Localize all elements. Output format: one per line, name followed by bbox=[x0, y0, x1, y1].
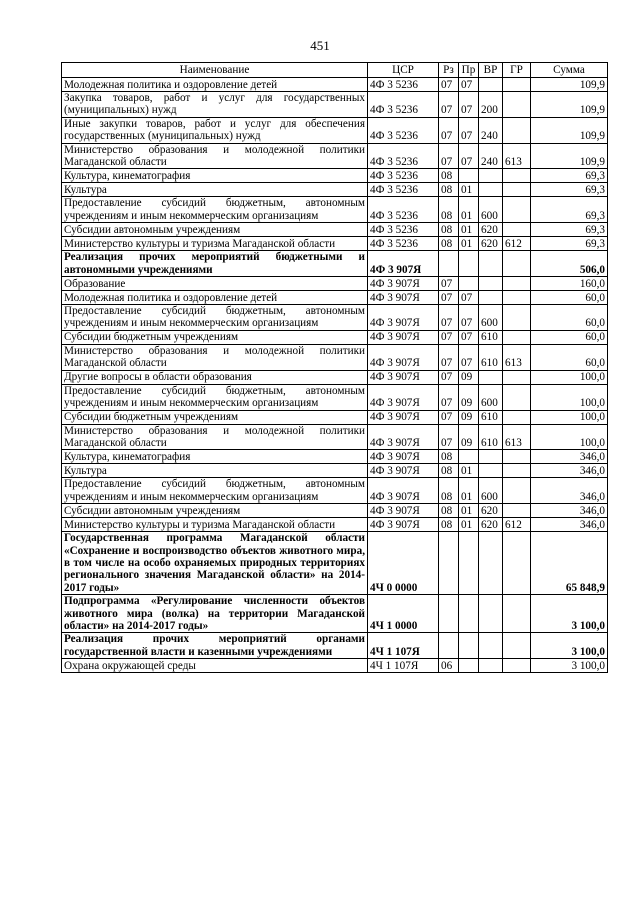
cell-sum: 346,0 bbox=[531, 464, 608, 478]
cell-sum: 69,3 bbox=[531, 169, 608, 183]
table-row bbox=[62, 305, 608, 331]
cell-csr: 4Ф 3 907Я bbox=[368, 450, 439, 464]
cell-pr: 01 bbox=[459, 223, 479, 237]
cell-name: Предоставление субсидий бюджетным, автономным учреждениям и иным некоммерческим организациям bbox=[62, 197, 368, 223]
table-row bbox=[62, 92, 608, 118]
cell-pr: 01 bbox=[459, 478, 479, 504]
header-csr: ЦСР bbox=[368, 63, 439, 78]
cell-pr: 07 bbox=[459, 143, 479, 169]
cell-csr: 4Ф 3 907Я bbox=[368, 330, 439, 344]
cell-rz: 07 bbox=[439, 117, 459, 143]
cell-sum: 69,3 bbox=[531, 237, 608, 251]
cell-rz: 07 bbox=[439, 424, 459, 450]
cell-name: Предоставление субсидий бюджетным, автономным учреждениям и иным некоммерческим организациям bbox=[62, 478, 368, 504]
cell-vr bbox=[479, 78, 503, 92]
table-row bbox=[62, 330, 608, 344]
table-row bbox=[62, 277, 608, 291]
cell-pr: 07 bbox=[459, 291, 479, 305]
cell-name: Министерство культуры и туризма Магаданской области bbox=[62, 518, 368, 532]
cell-gr bbox=[503, 183, 531, 197]
cell-sum: 3 100,0 bbox=[531, 659, 608, 673]
cell-pr: 01 bbox=[459, 237, 479, 251]
header-name: Наименование bbox=[62, 63, 368, 78]
cell-csr: 4Ф 3 5236 bbox=[368, 143, 439, 169]
cell-csr: 4Ф 3 907Я bbox=[368, 464, 439, 478]
cell-csr: 4Ч 0 0000 bbox=[368, 532, 439, 595]
cell-vr: 600 bbox=[479, 305, 503, 331]
cell-gr bbox=[503, 223, 531, 237]
cell-rz: 07 bbox=[439, 143, 459, 169]
table-row bbox=[62, 410, 608, 424]
table-row bbox=[62, 450, 608, 464]
cell-csr: 4Ф 3 907Я bbox=[368, 344, 439, 370]
cell-gr bbox=[503, 595, 531, 633]
cell-rz: 06 bbox=[439, 659, 459, 673]
cell-sum: 60,0 bbox=[531, 305, 608, 331]
cell-rz bbox=[439, 532, 459, 595]
cell-pr bbox=[459, 251, 479, 277]
table-header-row bbox=[62, 63, 608, 78]
table-body bbox=[62, 78, 608, 673]
cell-gr bbox=[503, 330, 531, 344]
cell-gr bbox=[503, 169, 531, 183]
cell-sum: 346,0 bbox=[531, 450, 608, 464]
cell-rz: 07 bbox=[439, 291, 459, 305]
cell-rz: 07 bbox=[439, 78, 459, 92]
cell-sum: 346,0 bbox=[531, 518, 608, 532]
cell-name: Реализация прочих мероприятий органами государственной власти и казенными учреждениями bbox=[62, 633, 368, 659]
cell-pr bbox=[459, 277, 479, 291]
cell-name: Культура bbox=[62, 464, 368, 478]
cell-name: Субсидии автономным учреждениям bbox=[62, 223, 368, 237]
cell-pr: 07 bbox=[459, 78, 479, 92]
cell-vr: 620 bbox=[479, 223, 503, 237]
cell-gr bbox=[503, 92, 531, 118]
cell-gr bbox=[503, 370, 531, 384]
cell-vr bbox=[479, 450, 503, 464]
cell-rz: 08 bbox=[439, 478, 459, 504]
cell-name: Министерство образования и молодежной политики Магаданской области bbox=[62, 424, 368, 450]
cell-vr bbox=[479, 659, 503, 673]
cell-gr bbox=[503, 478, 531, 504]
cell-sum: 60,0 bbox=[531, 330, 608, 344]
cell-vr: 600 bbox=[479, 384, 503, 410]
cell-name: Предоставление субсидий бюджетным, автономным учреждениям и иным некоммерческим организациям bbox=[62, 305, 368, 331]
cell-sum: 100,0 bbox=[531, 384, 608, 410]
cell-vr bbox=[479, 370, 503, 384]
cell-csr: 4Ф 3 907Я bbox=[368, 410, 439, 424]
table-row bbox=[62, 633, 608, 659]
cell-pr: 01 bbox=[459, 464, 479, 478]
cell-csr: 4Ф 3 5236 bbox=[368, 78, 439, 92]
table-row bbox=[62, 169, 608, 183]
cell-csr: 4Ф 3 907Я bbox=[368, 384, 439, 410]
table-row bbox=[62, 117, 608, 143]
cell-sum: 69,3 bbox=[531, 183, 608, 197]
cell-name: Образование bbox=[62, 277, 368, 291]
cell-sum: 346,0 bbox=[531, 478, 608, 504]
cell-sum: 60,0 bbox=[531, 344, 608, 370]
cell-rz: 07 bbox=[439, 370, 459, 384]
cell-pr: 01 bbox=[459, 197, 479, 223]
cell-pr: 07 bbox=[459, 305, 479, 331]
cell-vr: 610 bbox=[479, 424, 503, 450]
cell-pr: 09 bbox=[459, 410, 479, 424]
cell-vr bbox=[479, 633, 503, 659]
cell-rz: 08 bbox=[439, 464, 459, 478]
cell-rz: 08 bbox=[439, 183, 459, 197]
cell-pr: 09 bbox=[459, 384, 479, 410]
cell-name: Субсидии бюджетным учреждениям bbox=[62, 330, 368, 344]
cell-pr: 07 bbox=[459, 117, 479, 143]
cell-vr: 620 bbox=[479, 518, 503, 532]
cell-name: Иные закупки товаров, работ и услуг для обеспечения государственных (муниципальных) нужд bbox=[62, 117, 368, 143]
cell-gr bbox=[503, 659, 531, 673]
header-pr: Пр bbox=[459, 63, 479, 78]
cell-csr: 4Ф 3 5236 bbox=[368, 237, 439, 251]
cell-gr: 612 bbox=[503, 518, 531, 532]
cell-csr: 4Ч 1 107Я bbox=[368, 659, 439, 673]
cell-gr: 612 bbox=[503, 237, 531, 251]
header-vr: ВР bbox=[479, 63, 503, 78]
table-row bbox=[62, 251, 608, 277]
cell-pr: 01 bbox=[459, 504, 479, 518]
cell-csr: 4Ф 3 5236 bbox=[368, 92, 439, 118]
cell-gr: 613 bbox=[503, 424, 531, 450]
cell-rz bbox=[439, 595, 459, 633]
cell-sum: 100,0 bbox=[531, 370, 608, 384]
cell-pr bbox=[459, 633, 479, 659]
table-row bbox=[62, 478, 608, 504]
cell-vr: 610 bbox=[479, 330, 503, 344]
cell-pr bbox=[459, 450, 479, 464]
cell-csr: 4Ч 1 107Я bbox=[368, 633, 439, 659]
header-sum: Сумма bbox=[531, 63, 608, 78]
table-row bbox=[62, 532, 608, 595]
cell-name: Министерство культуры и туризма Магаданской области bbox=[62, 237, 368, 251]
cell-csr: 4Ф 3 907Я bbox=[368, 305, 439, 331]
cell-name: Культура bbox=[62, 183, 368, 197]
cell-sum: 109,9 bbox=[531, 78, 608, 92]
cell-name: Реализация прочих мероприятий бюджетными и автономными учреждениями bbox=[62, 251, 368, 277]
cell-csr: 4Ф 3 907Я bbox=[368, 478, 439, 504]
cell-sum: 346,0 bbox=[531, 504, 608, 518]
cell-vr: 620 bbox=[479, 237, 503, 251]
cell-gr bbox=[503, 410, 531, 424]
cell-csr: 4Ф 3 907Я bbox=[368, 277, 439, 291]
table-row bbox=[62, 384, 608, 410]
cell-name: Молодежная политика и оздоровление детей bbox=[62, 291, 368, 305]
cell-name: Министерство образования и молодежной политики Магаданской области bbox=[62, 143, 368, 169]
cell-pr: 09 bbox=[459, 424, 479, 450]
cell-name: Подпрограмма «Регулирование численности объектов животного мира (волка) на территории Магаданской области» на 2014-2017 годы» bbox=[62, 595, 368, 633]
cell-sum: 109,9 bbox=[531, 117, 608, 143]
cell-pr: 09 bbox=[459, 370, 479, 384]
cell-vr: 240 bbox=[479, 117, 503, 143]
cell-name: Культура, кинематография bbox=[62, 450, 368, 464]
cell-vr bbox=[479, 291, 503, 305]
cell-rz bbox=[439, 251, 459, 277]
cell-csr: 4Ф 3 5236 bbox=[368, 223, 439, 237]
cell-sum: 100,0 bbox=[531, 424, 608, 450]
cell-name: Субсидии бюджетным учреждениям bbox=[62, 410, 368, 424]
cell-rz: 08 bbox=[439, 504, 459, 518]
cell-gr bbox=[503, 277, 531, 291]
cell-vr bbox=[479, 251, 503, 277]
cell-gr bbox=[503, 464, 531, 478]
cell-rz: 07 bbox=[439, 410, 459, 424]
cell-name: Молодежная политика и оздоровление детей bbox=[62, 78, 368, 92]
cell-vr bbox=[479, 277, 503, 291]
cell-pr bbox=[459, 659, 479, 673]
cell-gr bbox=[503, 384, 531, 410]
cell-csr: 4Ф 3 5236 bbox=[368, 169, 439, 183]
budget-table bbox=[61, 62, 608, 673]
cell-pr bbox=[459, 532, 479, 595]
cell-rz bbox=[439, 633, 459, 659]
cell-vr bbox=[479, 169, 503, 183]
cell-rz: 07 bbox=[439, 92, 459, 118]
table-row bbox=[62, 370, 608, 384]
table-row bbox=[62, 291, 608, 305]
cell-vr bbox=[479, 183, 503, 197]
table-row bbox=[62, 518, 608, 532]
cell-gr bbox=[503, 633, 531, 659]
cell-rz: 08 bbox=[439, 169, 459, 183]
cell-pr bbox=[459, 169, 479, 183]
cell-csr: 4Ч 1 0000 bbox=[368, 595, 439, 633]
table-row bbox=[62, 504, 608, 518]
cell-rz: 07 bbox=[439, 330, 459, 344]
cell-rz: 08 bbox=[439, 518, 459, 532]
cell-sum: 69,3 bbox=[531, 197, 608, 223]
cell-sum: 109,9 bbox=[531, 143, 608, 169]
cell-pr: 07 bbox=[459, 330, 479, 344]
cell-csr: 4Ф 3 907Я bbox=[368, 370, 439, 384]
cell-csr: 4Ф 3 5236 bbox=[368, 183, 439, 197]
cell-name: Субсидии автономным учреждениям bbox=[62, 504, 368, 518]
cell-name: Министерство образования и молодежной политики Магаданской области bbox=[62, 344, 368, 370]
cell-gr: 613 bbox=[503, 344, 531, 370]
cell-gr bbox=[503, 291, 531, 305]
cell-csr: 4Ф 3 907Я bbox=[368, 251, 439, 277]
cell-rz: 07 bbox=[439, 277, 459, 291]
cell-csr: 4Ф 3 5236 bbox=[368, 197, 439, 223]
table-row bbox=[62, 659, 608, 673]
cell-vr bbox=[479, 595, 503, 633]
cell-name: Охрана окружающей среды bbox=[62, 659, 368, 673]
table-row bbox=[62, 424, 608, 450]
cell-gr bbox=[503, 197, 531, 223]
table-row bbox=[62, 344, 608, 370]
cell-vr: 240 bbox=[479, 143, 503, 169]
cell-gr bbox=[503, 450, 531, 464]
cell-vr: 620 bbox=[479, 504, 503, 518]
header-gr: ГР bbox=[503, 63, 531, 78]
cell-vr: 600 bbox=[479, 478, 503, 504]
cell-name: Другие вопросы в области образования bbox=[62, 370, 368, 384]
cell-csr: 4Ф 3 5236 bbox=[368, 117, 439, 143]
cell-pr: 01 bbox=[459, 518, 479, 532]
cell-gr: 613 bbox=[503, 143, 531, 169]
cell-rz: 07 bbox=[439, 305, 459, 331]
cell-sum: 100,0 bbox=[531, 410, 608, 424]
table-row bbox=[62, 595, 608, 633]
table-row bbox=[62, 464, 608, 478]
cell-rz: 07 bbox=[439, 344, 459, 370]
cell-vr: 610 bbox=[479, 344, 503, 370]
table-row bbox=[62, 237, 608, 251]
cell-pr: 07 bbox=[459, 344, 479, 370]
cell-sum: 160,0 bbox=[531, 277, 608, 291]
cell-name: Государственная программа Магаданской области «Сохранение и воспроизводство объектов животного мира, в том числе на особо охраняемых природных территориях регионального значения Магаданской области» на 2014-2017 годы» bbox=[62, 532, 368, 595]
cell-sum: 60,0 bbox=[531, 291, 608, 305]
cell-rz: 08 bbox=[439, 237, 459, 251]
cell-csr: 4Ф 3 907Я bbox=[368, 504, 439, 518]
cell-vr: 610 bbox=[479, 410, 503, 424]
cell-sum: 65 848,9 bbox=[531, 532, 608, 595]
cell-vr: 200 bbox=[479, 92, 503, 118]
cell-sum: 506,0 bbox=[531, 251, 608, 277]
table-row bbox=[62, 143, 608, 169]
page-number: 451 bbox=[310, 38, 330, 53]
cell-gr bbox=[503, 78, 531, 92]
table-row bbox=[62, 197, 608, 223]
cell-gr bbox=[503, 251, 531, 277]
cell-name: Предоставление субсидий бюджетным, автономным учреждениям и иным некоммерческим организациям bbox=[62, 384, 368, 410]
table-row bbox=[62, 78, 608, 92]
cell-csr: 4Ф 3 907Я bbox=[368, 291, 439, 305]
cell-sum: 69,3 bbox=[531, 223, 608, 237]
cell-sum: 3 100,0 bbox=[531, 633, 608, 659]
cell-vr: 600 bbox=[479, 197, 503, 223]
header-rz: Рз bbox=[439, 63, 459, 78]
cell-pr: 07 bbox=[459, 92, 479, 118]
table-row bbox=[62, 183, 608, 197]
cell-pr: 01 bbox=[459, 183, 479, 197]
cell-rz: 07 bbox=[439, 384, 459, 410]
cell-gr bbox=[503, 117, 531, 143]
cell-name: Культура, кинематография bbox=[62, 169, 368, 183]
cell-rz: 08 bbox=[439, 223, 459, 237]
cell-gr bbox=[503, 504, 531, 518]
cell-rz: 08 bbox=[439, 197, 459, 223]
cell-gr bbox=[503, 532, 531, 595]
cell-gr bbox=[503, 305, 531, 331]
cell-vr bbox=[479, 532, 503, 595]
cell-pr bbox=[459, 595, 479, 633]
cell-rz: 08 bbox=[439, 450, 459, 464]
cell-csr: 4Ф 3 907Я bbox=[368, 424, 439, 450]
cell-sum: 3 100,0 bbox=[531, 595, 608, 633]
cell-name: Закупка товаров, работ и услуг для государственных (муниципальных) нужд bbox=[62, 92, 368, 118]
cell-csr: 4Ф 3 907Я bbox=[368, 518, 439, 532]
cell-vr bbox=[479, 464, 503, 478]
cell-sum: 109,9 bbox=[531, 92, 608, 118]
table-row bbox=[62, 223, 608, 237]
